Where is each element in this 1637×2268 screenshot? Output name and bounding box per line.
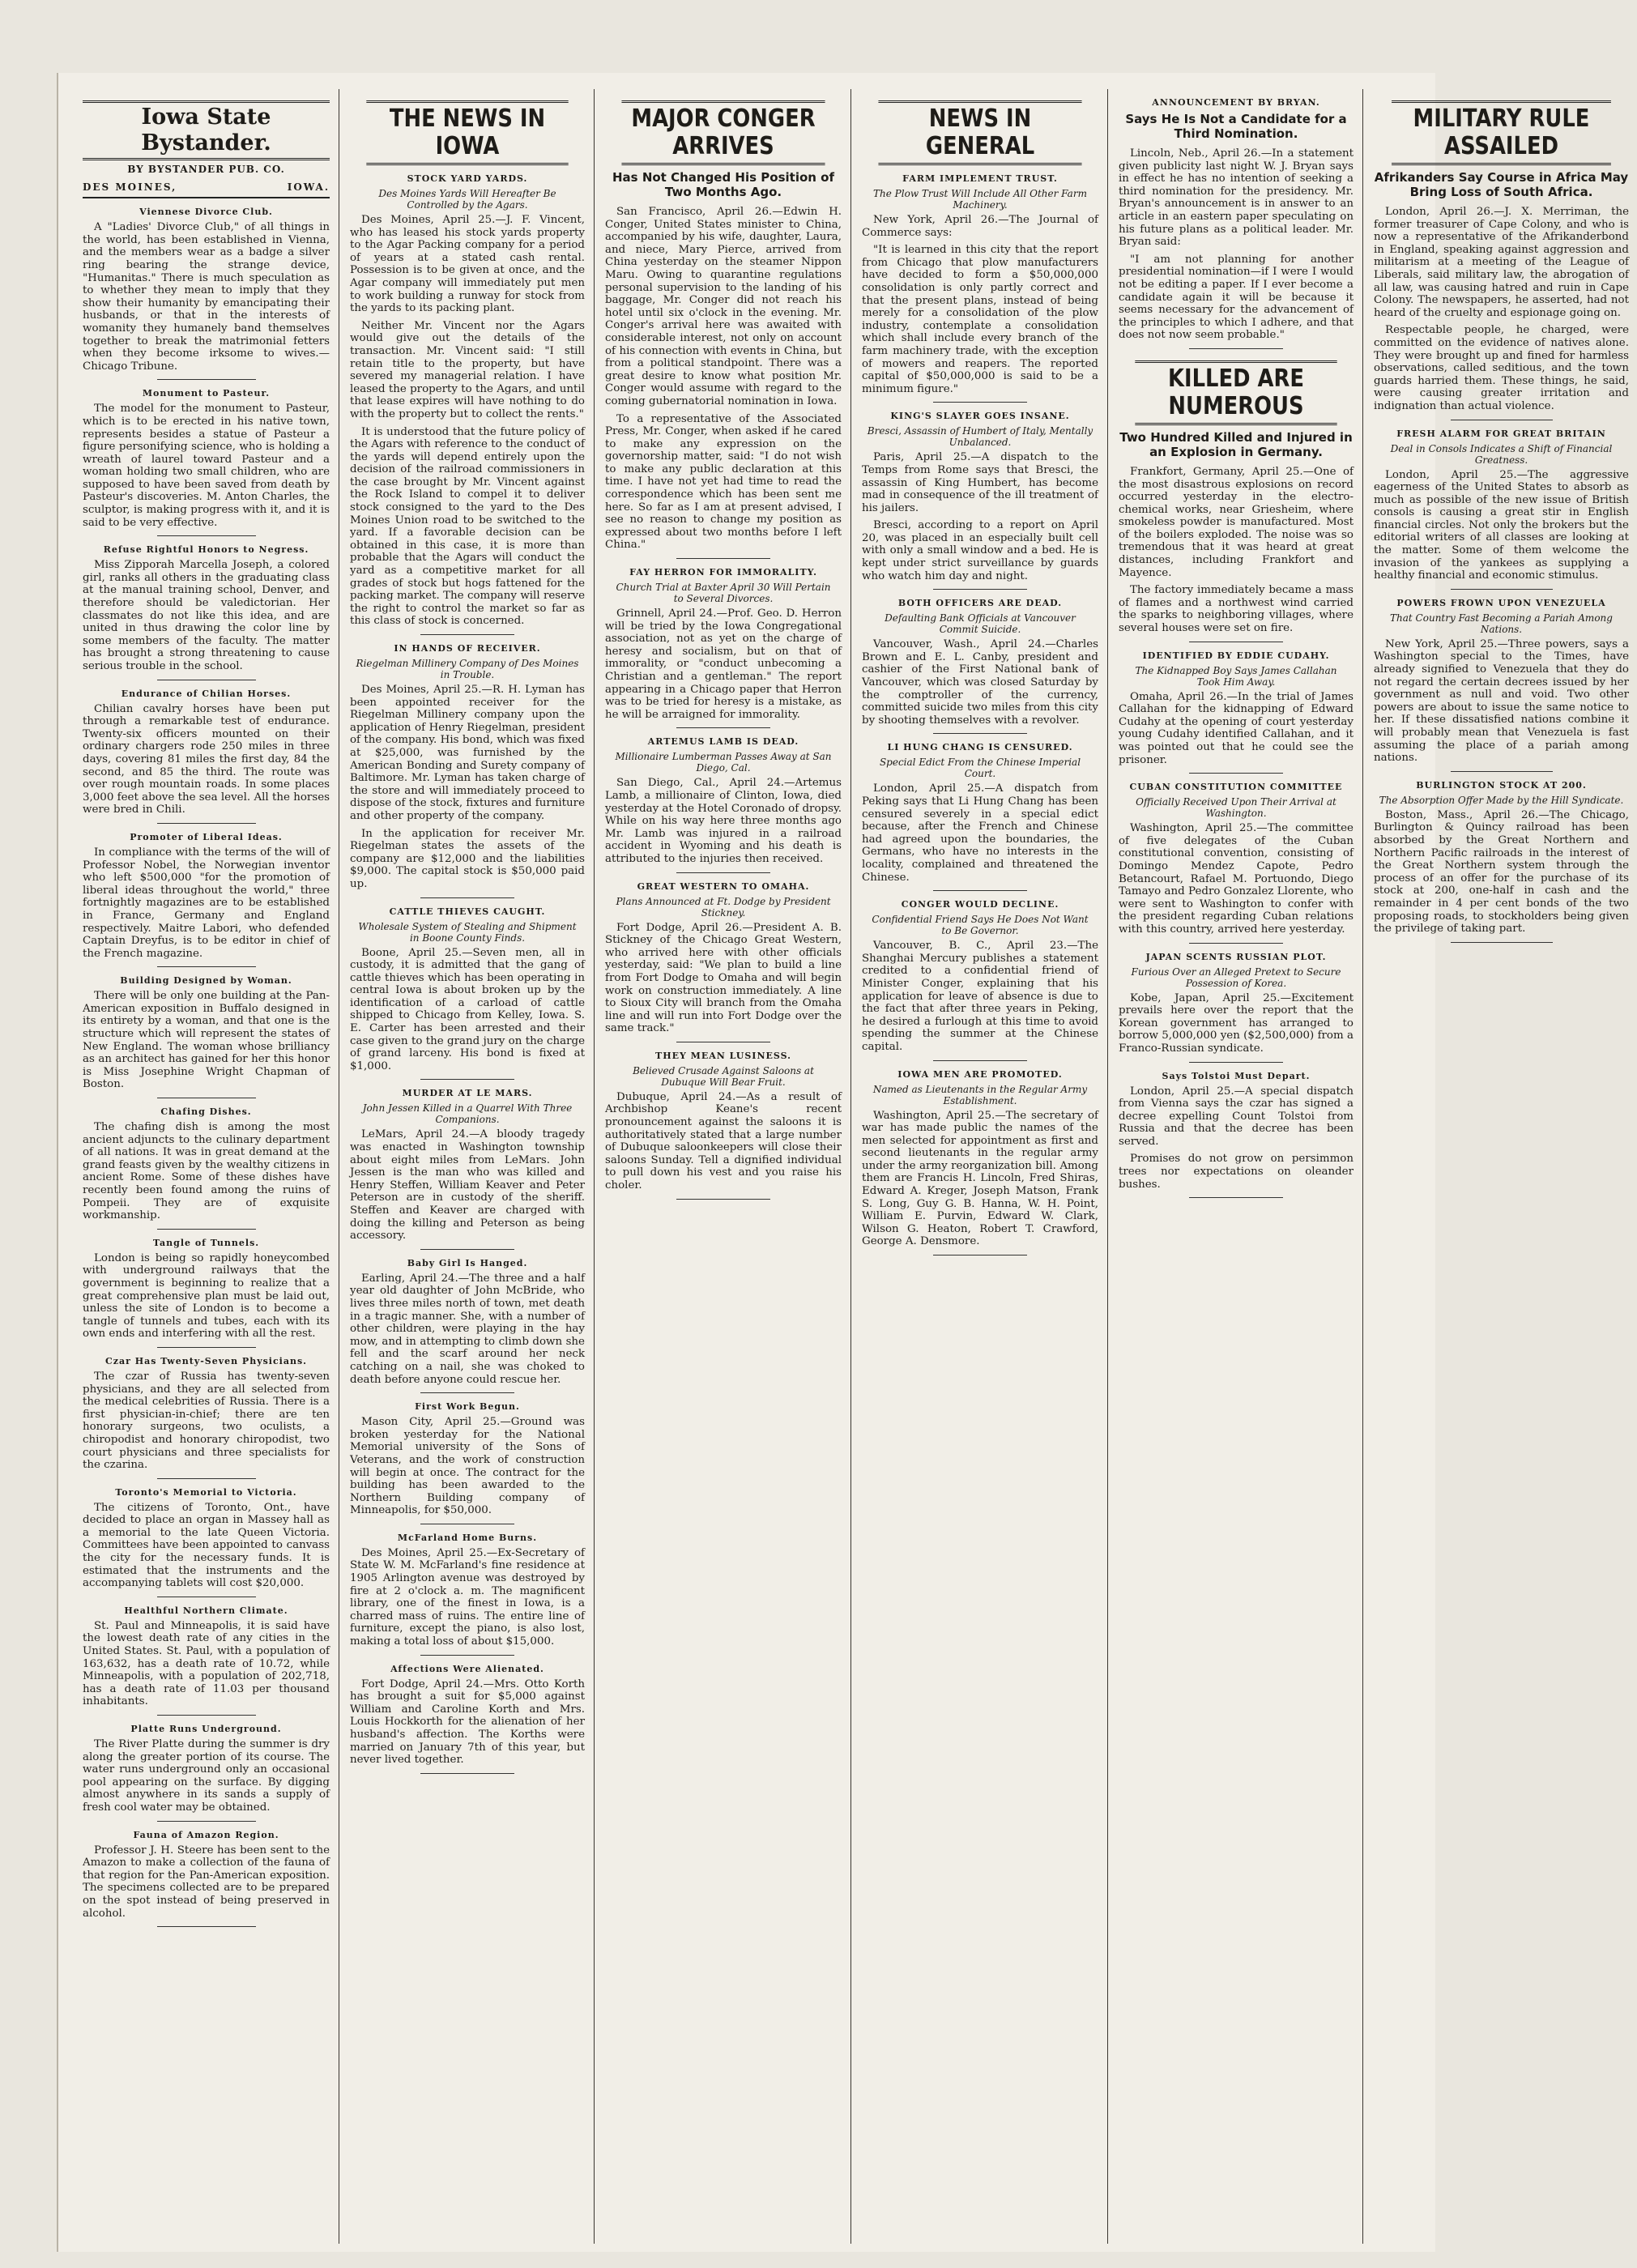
article-divider: [157, 379, 256, 380]
article: [1119, 782, 1354, 936]
article-divider: [933, 890, 1028, 891]
article-paragraph: San Diego, Cal., April 24.—Artemus Lamb, a millionaire of Clinton, Iowa, died yesterday at the Hotel Coronado of dropsy. While on his way here three months ago Mr. Lamb was injured in a railroad accident in Wyoming and his death is attributed to the injuries then received.: [605, 777, 842, 865]
article-divider: [933, 1060, 1028, 1061]
article-headline: MURDER AT LE MARS.: [402, 1088, 533, 1099]
column-headline: MILITARY RULE ASSAILED: [1392, 100, 1611, 165]
article-divider: [157, 823, 256, 824]
article-headline: CATTLE THIEVES CAUGHT.: [389, 906, 546, 917]
article: [350, 1664, 585, 1767]
article: [605, 567, 842, 721]
article: [605, 170, 842, 552]
article-paragraph: In compliance with the terms of the will of Professor Nobel, the Norwegian inventor who left $500,000 "for the promotion of liberal ideas throughout the world," three fortnightly magazines are to be established in France, Germany and England respectively. Maitre Labori, who defended Captain Dreyfus, is to be editor in chief of the French magazine.: [83, 846, 330, 960]
article: [1119, 1071, 1354, 1192]
article-headline: Fauna of Amazon Region.: [133, 1829, 279, 1840]
article-paragraph: Boston, Mass., April 26.—The Chicago, Burlington & Quincy railroad has been absorbed by the Great Northern and Northern Pacific railroads in the interest of the Great Northern system through the process of an offer for the purchase of its stock at 200, one-half in cash and the remainder in 4 per cent bonds of the two proposing roads, to stockholders being given the privilege of taking part.: [1374, 808, 1629, 936]
article-paragraph: London, April 26.—J. X. Merriman, the former treasurer of Cape Colony, and who is now a representative of the Afrikanderbond in England, speaking against aggression and militarism at a meeting of the League of Liberals, said military law, the abrogation of all law, was causing hatred and ruin in Cape Colony. The newspapers, he asserted, had not heard of the cruelty and espionage going on.: [1374, 206, 1629, 319]
masthead-title: Iowa State Bystander.: [83, 100, 330, 160]
article-deck: Special Edict From the Chinese Imperial Court.: [879, 757, 1081, 780]
article-deck: Furious Over an Alleged Pretext to Secure Possession of Korea.: [1131, 966, 1341, 989]
article-divider: [157, 1478, 256, 1479]
article-divider: [420, 1392, 514, 1393]
article-paragraph: The factory immediately became a mass of flames and a northwest wind carried the sparks to neighboring villages, where several houses were set on fire.: [1119, 584, 1354, 635]
article-paragraph: Washington, April 25.—The committee of five delegates of the Cuban constitutional convention, consisting of Domingo Mendez Capote, Pedro Betancourt, Rafael M. Portuondo, Diego Tamayo and Pedro Gonzalez Llorente, who were sent to Washington to confer with the president regarding Cuban relations with this country, arrived here yesterday.: [1119, 822, 1354, 936]
article-headline: Tangle of Tunnels.: [152, 1237, 260, 1248]
article: [83, 388, 330, 529]
article: [1374, 428, 1629, 582]
article: [83, 1106, 330, 1222]
article-divider: [1189, 943, 1283, 944]
article-paragraph: Des Moines, April 25.—R. H. Lyman has been appointed receiver for the Riegelman Millinery company upon the application of Henry Riegelman, president of the company. His bond, which was fixed at $25,000, was furnished by the American Bonding and Surety company of Baltimore. Mr. Lyman has taken charge of the store and will immediately proceed to dispose of the stock, fixtures and furniture and other property of the company.: [350, 684, 585, 822]
article-divider: [1189, 348, 1283, 349]
article-paragraph: Frankfort, Germany, April 25.—One of the most disastrous explosions on record occurred yesterday in the electro-chemical works, near Griesheim, where smokeless powder is manufactured. Most of the boilers exploded. The noise was so tremendous that it was heard at great distances, including Frankfort and Mayence.: [1119, 465, 1354, 579]
article-paragraph: There will be only one building at the Pan-American exposition in Buffalo designed in its entirety by a woman, and that one is the structure which will represent the states of New England. The woman whose brilliancy as an architect has gained for her this honor is Miss Josephine Wright Chapman of Boston.: [83, 990, 330, 1091]
article-headline: Viennese Divorce Club.: [139, 207, 273, 218]
article-paragraph: Professor J. H. Steere has been sent to the Amazon to make a collection of the fauna of that region for the Pan-American exposition. The specimens collected are to be prepared on the spot instead of being preserved in alcohol.: [83, 1844, 330, 1920]
column-1: [75, 89, 338, 2244]
article: [1374, 780, 1629, 936]
article: [83, 1356, 330, 1472]
article-paragraph: The citizens of Toronto, Ont., have decided to place an organ in Massey hall as a memorial to the late Queen Victoria. Committees have been appointed to canvass the city for the necessary funds. It is estimated that the instruments and the accompanying tablets will cost $20,000.: [83, 1501, 330, 1590]
column-5: [1111, 89, 1362, 2244]
article-deck: Bresci, Assassin of Humbert of Italy, Mentally Unbalanced.: [867, 425, 1093, 449]
article-divider: [157, 1821, 256, 1822]
article-headline: FAY HERRON FOR IMMORALITY.: [629, 567, 817, 578]
article: [1119, 360, 1354, 635]
article-headline: BOTH OFFICERS ARE DEAD.: [897, 598, 1063, 609]
article-divider: [157, 1715, 256, 1716]
column-2: [342, 89, 593, 2244]
article-headline: LI HUNG CHANG IS CENSURED.: [887, 742, 1073, 753]
article-paragraph: Fort Dodge, April 26.—President A. B. Stickney of the Chicago Great Western, who arrived here with other officials yesterday, said: "We plan to build a line from Fort Dodge to Omaha and will begin work on construction immediately. A line to Sioux City will branch from the Omaha line and will run into Fort Dodge over the same track.": [605, 921, 842, 1035]
article: [83, 1724, 330, 1814]
column-headline: NEWS IN GENERAL: [878, 100, 1081, 165]
article-divider: [157, 966, 256, 967]
article-headline: KILLED ARE NUMEROUS: [1135, 360, 1336, 425]
article-headline: Czar Has Twenty-Seven Physicians.: [105, 1355, 307, 1366]
article-divider: [420, 897, 514, 898]
article: [605, 736, 842, 865]
article-headline: First Work Begun.: [415, 1401, 520, 1413]
article-divider: [1189, 773, 1283, 774]
article-divider: [1189, 1197, 1283, 1198]
article-divider: [933, 733, 1028, 734]
article-paragraph: London, April 25.—A dispatch from Peking says that Li Hung Chang has been censured severely in a special edict because, after the French and Chinese had agreed upon the boundaries, the Germans, who have no interests in the locality, complained and threatened the Chinese.: [862, 782, 1098, 884]
column-headline: THE NEWS IN IOWA: [366, 100, 568, 165]
article-deck: Believed Crusade Against Saloons at Dubuque Will Bear Fruit.: [633, 1064, 814, 1088]
article: [350, 1533, 585, 1648]
article-divider: [1451, 771, 1553, 772]
article-paragraph: "I am not planning for another presidential nomination—if I were I would not be editing a paper. If I ever become a candidate again it will be because it seems necessary for the advancement of the principles to which I adhere, and that does not now seem probable.": [1119, 253, 1354, 342]
article: [1374, 170, 1629, 413]
article-divider: [676, 727, 771, 728]
article-headline: Says Tolstoi Must Depart.: [1162, 1070, 1311, 1081]
article-divider: [1451, 942, 1553, 943]
article-paragraph: Grinnell, April 24.—Prof. Geo. D. Herron will be tried by the Iowa Congregational association, not as yet on the charge of heresy and socialism, but on that of immorality, or "conduct unbecoming a Christian and a gentleman." The report appearing in a Chicago paper that Herron was to be tried for heresy is a mistake, as he will be arraigned for immorality.: [605, 608, 842, 721]
article-paragraph: The chafing dish is among the most ancient adjuncts to the culinary department of all nations. It was in great demand at the grand feasts given by the wealthy citizens in ancient Rome. Some of these dishes have recently been found among the ruins of Pompeii. They are of exquisite workmanship.: [83, 1121, 330, 1222]
article-paragraph: Des Moines, April 25.—Ex-Secretary of State W. M. McFarland's fine residence at 1905 Arlington avenue was destroyed by fire at 2 o'clock a. m. The magnificent library, one of the finest in Iowa, is a charred mass of ruins. The entire line of furniture, except the piano, is also lost, making a total loss of about $15,000.: [350, 1546, 585, 1648]
column-4: [854, 89, 1106, 2244]
article-deck: Plans Announced at Ft. Dodge by President Stickney.: [616, 895, 831, 919]
article-paragraph: St. Paul and Minneapolis, it is said have the lowest death rate of any cities in the United States. St. Paul, with a population of 163,632, has a death rate of 10.72, while Minneapolis, with a population of 202,718, has a death rate of 11.03 per thousand inhabitants.: [83, 1619, 330, 1708]
article-paragraph: London, April 25.—The aggressive eagerness of the United States to absorb as much as possible of the new issue of British consols is causing a great stir in English financial circles. Not only the brokers but the editorial writers of all classes are looking at the matter. Some of them welcome the invasion of the yankees as supplying a healthy financial and economic stimulus.: [1374, 468, 1629, 582]
article-paragraph: San Francisco, April 26.—Edwin H. Conger, United States minister to China, accompanied by his wife, daughter, Laura, and niece, Mary Pierce, arrived from China yesterday on the steamer Nippon Maru. Owing to quarantine regulations personal supervision to the landing of his baggage, Mr. Conger did not reach his hotel until six o'clock in the evening. Mr. Conger's arrival here was awaited with considerable interest, not only on account of his connection with events in China, but from a political standpoint. There was a great desire to know what position Mr. Conger would assume with regard to the coming gubernatorial nomination in Iowa.: [605, 206, 842, 407]
article-deck: Millionaire Lumberman Passes Away at San Diego, Cal.: [615, 751, 832, 774]
article: [350, 643, 585, 891]
article-paragraph: Earling, April 24.—The three and a half year old daughter of John McBride, who lives three miles north of town, met death in a tragic manner. She, with a number of other children, were playing in the hay mow, and in attempting to climb down she fell and the scarf around her neck catching on a nail, she was choked to death before anyone could rescue her.: [350, 1272, 585, 1386]
article-paragraph: It is understood that the future policy of the Agars with reference to the conduct of the yards will depend entirely upon the decision of the railroad commissioners in the case brought by Mr. Vincent against the Rock Island to compel it to deliver stock consigned to the yard to the Des Moines Union road to be switched to the yard. If a favorable decision can be obtained in this case, it is more than probable that the Agars will conduct the yard as a competitive market for all grades of stock but hogs fattened for the packing market. The company will reserve the right to control the market so far as this class of stock is concerned.: [350, 425, 585, 628]
article-paragraph: To a representative of the Associated Press, Mr. Conger, when asked if he cared to make any expression on the governorship matter, said: "I do not wish to make any public declaration at this time. I have not yet had time to read the correspondence which has been sent me here. So far as I am at present advised, I see no reason to change my position as expressed about two months before I left China.": [605, 412, 842, 552]
article-divider: [420, 1655, 514, 1656]
article: [1119, 952, 1354, 1055]
article-headline: BURLINGTON STOCK AT 200.: [1416, 779, 1587, 791]
article-paragraph: Respectable people, he charged, were committed on the evidence of natives alone. They were brought up and fined for harmless observations, called seditious, and the town guards harried them. These things, he said, were causing greater irritation and indignation than actual violence.: [1374, 324, 1629, 412]
article-divider: [420, 1079, 514, 1080]
article-deck: Named as Lieutenants in the Regular Army Establishment.: [872, 1083, 1088, 1106]
article-paragraph: "It is learned in this city that the report from Chicago that plow manufacturers have decided to form a $50,000,000 consolidation is only partly correct and that the present plans, instead of being merely for a consolidation of the plow industry, contemplate a consolidation which shall include every branch of the farm machinery trade, with the exception of mowers and reapers. The reported capital of $50,000,000 is said to be a minimum figure.": [862, 244, 1098, 395]
article: [83, 1238, 330, 1341]
article-paragraph: The czar of Russia has twenty-seven physicians, and they are all selected from the medical celebrities of Russia. There is a first physician-in-chief; there are ten honorary surgeons, two oculists, a chiropodist and honorary chiropodist, two court physicians and three specialists for the czarina.: [83, 1370, 330, 1472]
article-headline: POWERS FROWN UPON VENEZUELA: [1396, 597, 1606, 608]
article: [1119, 112, 1354, 342]
article-headline: IDENTIFIED BY EDDIE CUDAHY.: [1142, 650, 1330, 661]
article: [83, 1830, 330, 1921]
article-divider: [933, 589, 1028, 590]
column-rule: [594, 89, 595, 2244]
article: [862, 1069, 1098, 1249]
article-divider: [157, 1926, 256, 1927]
article-paragraph: Fort Dodge, April 24.—Mrs. Otto Korth has brought a suit for $5,000 against William and Caroline Korth and Mrs. Louis Hockkorth for the alienation of her husband's affection. The Korths were married on January 7th of this year, but never lived together.: [350, 1678, 585, 1767]
article-headline: Monument to Pasteur.: [142, 388, 271, 399]
article-paragraph: Vancouver, B. C., April 23.—The Shanghai Mercury publishes a statement credited to a confidential friend of Minister Conger, explaining that his application for leave of absence is due to the fact that after three years in Peking, he desired a furlough at this time to avoid spending the summer at the Chinese capital.: [862, 940, 1098, 1053]
article-paragraph: In the application for receiver Mr. Riegelman states the assets of the company are $12,000 and the liabilities $9,000. The capital stock is $50,000 paid up.: [350, 827, 585, 890]
article-headline: Platte Runs Underground.: [130, 1724, 282, 1734]
article-paragraph: Des Moines, April 25.—J. F. Vincent, who has leased his stock yards property to the Agar Packing company for a period of years at a stated cash rental. Possession is to be given at once, and the Agar company will immediately put men to work building a runway for stock from the yards to its packing plant.: [350, 214, 585, 315]
article-headline: CUBAN CONSTITUTION COMMITTEE: [1129, 782, 1343, 793]
article-deck: Says He Is Not a Candidate for a Third Nomination.: [1125, 112, 1347, 141]
article: [605, 881, 842, 1035]
article-divider: [933, 1255, 1028, 1256]
article-paragraph: Boone, April 25.—Seven men, all in custody, it is admitted that the gang of cattle thieves which has been operating in central Iowa is about broken up by the identification of a carload of cattle shipped to Chicago from Kelley, Iowa. S. E. Carter has been arrested and their case given to the grand jury on the charge of grand larceny. His bond is fixed at $1,000.: [350, 946, 585, 1072]
article: [1374, 598, 1629, 765]
article-headline: IOWA MEN ARE PROMOTED.: [897, 1068, 1063, 1080]
article: [83, 975, 330, 1091]
article-paragraph: New York, April 25.—Three powers, says a Washington special to the Times, have already signified to Venezuela that they do not regard the certain decrees issued by her government as null and void. Two other powers are about to issue the same notice to her. If these dissatisfied nations combine it will probably mean that Venezuela is fast assuming the place of a pariah among nations.: [1374, 637, 1629, 765]
article-divider: [420, 1249, 514, 1250]
article: [350, 173, 585, 628]
article-headline: Toronto's Memorial to Victoria.: [115, 1486, 297, 1498]
column-headline: ANNOUNCEMENT BY BRYAN.: [1152, 97, 1320, 108]
article-headline: FRESH ALARM FOR GREAT BRITAIN: [1396, 428, 1606, 439]
masthead-city: DES MOINES,: [83, 181, 177, 193]
article-deck: Defaulting Bank Officials at Vancouver Commit Suicide.: [885, 612, 1076, 636]
article-deck: Confidential Friend Says He Does Not Want to Be Governor.: [872, 914, 1089, 937]
article-deck: Riegelman Millinery Company of Des Moines in Trouble.: [356, 658, 579, 680]
article-divider: [420, 1773, 514, 1774]
article-paragraph: London is being so rapidly honeycombed with underground railways that the government is beginning to realize that a great comprehensive plan must be laid out, unless the site of London is to become a tangle of tunnels and tubes, each with its own ends and interfering with all the rest.: [83, 1251, 330, 1341]
article: [1119, 650, 1354, 767]
article-paragraph: Washington, April 25.—The secretary of war has made public the names of the men selected for appointment as first and second lieutenants in the regular army under the army reorganization bill. Among them are Francis H. Lincoln, Fred Shiras, Edward A. Kreger, Joseph Matson, Frank S. Long, Guy G. B. Hanna, W. H. Point, William E. Purvin, Edward W. Clark, Wilson G. Heaton, Robert T. Crawford, George A. Densmore.: [862, 1109, 1098, 1248]
article: [605, 1051, 842, 1192]
article-headline: STOCK YARD YARDS.: [407, 173, 528, 184]
article-headline: IN HANDS OF RECEIVER.: [394, 643, 541, 654]
newspaper-page: [57, 73, 1629, 2252]
article-divider: [1451, 589, 1553, 590]
masthead-publisher: BY BYSTANDER PUB. CO.: [127, 164, 285, 175]
article-headline: ARTEMUS LAMB IS DEAD.: [647, 736, 799, 748]
article-deck: The Kidnapped Boy Says James Callahan Took Him Away.: [1135, 664, 1337, 688]
article-paragraph: Dubuque, April 24.—As a result of Archbishop Keane's recent pronouncement against the saloons it is authoritatively stated that a large number of Dubuque saloonkeepers will close their saloons Sunday. Tell a dignified individual to pull down his vest and you raise his choler.: [605, 1090, 842, 1192]
article-paragraph: The model for the monument to Pasteur, which is to be erected in his native town, represents besides a statue of Pasteur a figure personifying science, who is holding a wreath of laurel toward Pasteur and a woman holding two small children, who are supposed to have been saved from death by Pasteur's discoveries. M. Anton Charles, the sculptor, is making progress with it, and it is said to be very effective.: [83, 403, 330, 529]
column-headline: MAJOR CONGER ARRIVES: [621, 100, 825, 165]
article-headline: Healthful Northern Climate.: [124, 1605, 288, 1616]
article-headline: FARM IMPLEMENT TRUST.: [902, 173, 1058, 184]
article: [862, 411, 1098, 582]
article-headline: Refuse Rightful Honors to Negress.: [103, 544, 309, 556]
article-headline: Building Designed by Woman.: [120, 975, 292, 987]
article-divider: [676, 1199, 771, 1200]
article-headline: CONGER WOULD DECLINE.: [901, 899, 1059, 910]
article-divider: [933, 402, 1028, 403]
article-deck: The Plow Trust Will Include All Other Farm Machinery.: [873, 188, 1087, 211]
article-paragraph: Omaha, April 26.—In the trial of James Callahan for the kidnapping of Edward Cudahy at the opening of court yesterday young Cudahy identified Callahan, and it was pointed out that he could see the prisoner.: [1119, 690, 1354, 766]
article-deck: Two Hundred Killed and Injured in an Explosion in Germany.: [1119, 429, 1353, 459]
article-headline: GREAT WESTERN TO OMAHA.: [637, 880, 810, 892]
article-deck: Deal in Consols Indicates a Shift of Financial Greatness.: [1390, 442, 1613, 466]
column-rule: [1107, 89, 1108, 2244]
article: [83, 1487, 330, 1590]
article-divider: [420, 634, 514, 635]
article-divider: [157, 535, 256, 536]
article-paragraph: Miss Zipporah Marcella Joseph, a colored girl, ranks all others in the graduating class at the manual training school, Denver, and therefore should be valedictorian. Her classmates do not like this idea, and are united in thus drawing the color line by some members of the faculty. The matter has brought a strong threatening to cause serious trouble in the school.: [83, 559, 330, 672]
article: [862, 742, 1098, 884]
article-paragraph: Kobe, Japan, April 25.—Excitement prevails here over the report that the Korean government has arranged to borrow 5,000,000 yen ($2,500,000) from a Franco-Russian syndicate.: [1119, 991, 1354, 1055]
article-headline: McFarland Home Burns.: [397, 1532, 538, 1543]
article-paragraph: Bresci, according to a report on April 20, was placed in an especially built cell with only a small window and a bed. He is kept under strict surveillance by guards who watch him day and night.: [862, 519, 1098, 582]
article-deck: Church Trial at Baxter April 30 Will Pertain to Several Divorces.: [616, 582, 831, 605]
article-headline: Affections Were Alienated.: [390, 1663, 544, 1674]
article: [83, 832, 330, 960]
article-headline: Baby Girl Is Hanged.: [407, 1257, 528, 1268]
article-paragraph: A "Ladies' Divorce Club," of all things in the world, has been established in Vienna, and the members wear as a badge a silver ring bearing the strange device, "Humanitas." There is much speculation as to whether they mean to imply that they show their humanity by emancipating their husbands, or that in the interests of womanity they humanely band themselves together to break the matrimonial fetters when they become irksome to wives.—Chicago Tribune.: [83, 221, 330, 373]
article-headline: Promoter of Liberal Ideas.: [130, 831, 283, 842]
article: [83, 688, 330, 816]
article-deck: Has Not Changed His Position of Two Months Ago.: [612, 170, 834, 199]
article: [862, 173, 1098, 395]
article: [83, 544, 330, 672]
article-paragraph: New York, April 26.—The Journal of Commerce says:: [862, 214, 1098, 239]
article-divider: [1189, 1062, 1283, 1063]
article-paragraph: Promises do not grow on persimmon trees nor expectations on oleander bushes.: [1119, 1153, 1354, 1191]
article-deck: John Jessen Killed in a Quarrel With Three Companions.: [362, 1102, 573, 1126]
article-headline: Endurance of Chilian Horses.: [121, 688, 292, 699]
article-deck: The Absorption Offer Made by the Hill Syndicate.: [1379, 794, 1624, 806]
column-3: [597, 89, 850, 2244]
article-deck: Des Moines Yards Will Hereafter Be Controlled by the Agars.: [378, 188, 556, 211]
article-paragraph: Paris, April 25.—A dispatch to the Temps from Rome says that Bresci, the assassin of King Humbert, has become mad in consequence of the ill treatment of his jailers.: [862, 451, 1098, 514]
article-divider: [676, 558, 771, 559]
article-divider: [157, 1229, 256, 1230]
article: [350, 1401, 585, 1517]
article-deck: Officially Received Upon Their Arrival at Washington.: [1136, 796, 1336, 820]
article: [862, 899, 1098, 1053]
article-headline: THEY MEAN LUSINESS.: [655, 1050, 791, 1061]
article: [350, 906, 585, 1073]
article-paragraph: LeMars, April 24.—A bloody tragedy was enacted in Washington township about eight miles from LeMars. John Jessen is the man who was killed and Henry Steffen, William Keaver and Peter Peterson are in custody of the sheriff. Steffen and Keaver are charged with doing the killing and Peterson as being accessory.: [350, 1128, 585, 1243]
article-paragraph: Chilian cavalry horses have been put through a remarkable test of endurance. Twenty-six officers mounted on their ordinary chargers rode 250 miles in three days, covering 81 miles the first day, 84 the second, and 85 the third. The route was over rough mountain roads. In some places 3,000 feet above the sea level. All the horses were bred in Chili.: [83, 702, 330, 816]
article-paragraph: London, April 25.—A special dispatch from Vienna says the czar has signed a decree expelling Count Tolstoi from Russia and that the decree has been served.: [1119, 1085, 1354, 1148]
article: [83, 207, 330, 373]
article-paragraph: Neither Mr. Vincent nor the Agars would give out the details of the transaction. Mr. Vincent said: "I still retain title to the property, but have severed my managerial relation. I have leased the property to the Agars, and until that lease expires will have nothing to do with the property but to collect the rents.": [350, 319, 585, 420]
article: [862, 598, 1098, 727]
article-paragraph: Mason City, April 25.—Ground was broken yesterday for the National Memorial university of the Sons of Veterans, and the work of construction will begin at once. The contract for the building has been awarded to the Northern Building company of Minneapolis, for $50,000.: [350, 1416, 585, 1517]
article-deck: Wholesale System of Stealing and Shipment in Boone County Finds.: [358, 920, 577, 944]
article-headline: KING'S SLAYER GOES INSANE.: [890, 411, 1070, 422]
column-rule: [850, 89, 851, 2244]
article-headline: Chafing Dishes.: [160, 1106, 252, 1118]
masthead-dateline: [83, 177, 330, 199]
article-divider: [676, 872, 771, 873]
masthead-state: IOWA.: [287, 181, 330, 193]
article-headline: JAPAN SCENTS RUSSIAN PLOT.: [1145, 951, 1327, 962]
article-paragraph: Lincoln, Neb., April 26.—In a statement given publicity last night W. J. Bryan says in effect he has no intention of seeking a third nomination for the presidency. Mr. Bryan's announcement is in answer to an article in an eastern paper speculating on his future plans as a political leader. Mr. Bryan said:: [1119, 147, 1354, 249]
article-paragraph: Vancouver, Wash., April 24.—Charles Brown and E. L. Canby, president and cashier of the First National bank of Vancouver, which was closed Saturday by the comptroller of the currency, committed suicide two miles from this city by shooting themselves with a revolver.: [862, 638, 1098, 727]
article-divider: [157, 1347, 256, 1348]
column-6: [1366, 89, 1637, 2244]
article: [350, 1258, 585, 1386]
article-paragraph: The River Platte during the summer is dry along the greater portion of its course. The water runs underground only an occasional pool appearing on the surface. By digging almost anywhere in its sands a supply of fresh cool water may be obtained.: [83, 1738, 330, 1814]
article: [350, 1088, 585, 1242]
article-deck: That Country Fast Becoming a Pariah Among Nations.: [1390, 612, 1613, 635]
column-rule: [1362, 89, 1363, 2244]
article: [83, 1605, 330, 1708]
article-deck: Afrikanders Say Course in Africa May Bring Loss of South Africa.: [1374, 170, 1629, 199]
